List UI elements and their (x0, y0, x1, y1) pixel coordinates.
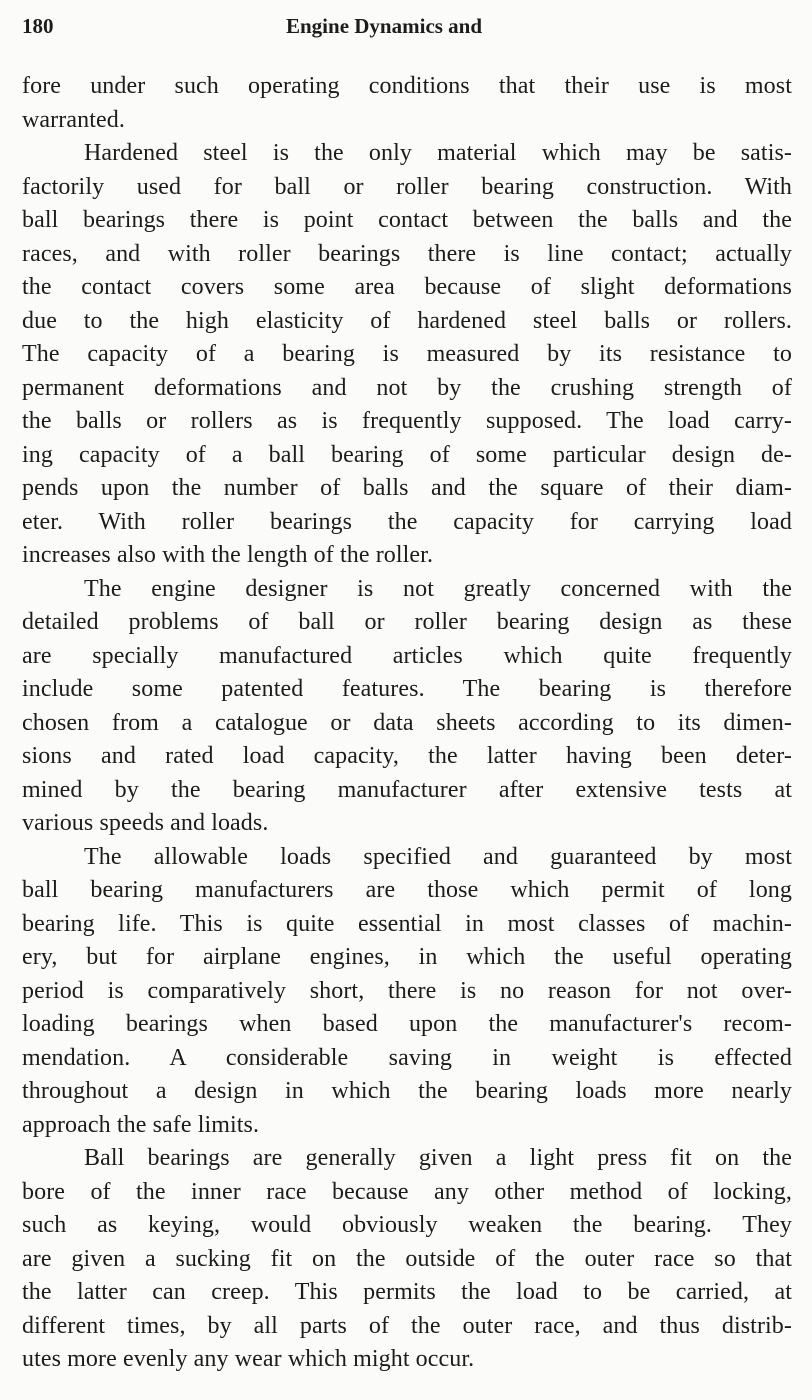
running-title: Engine Dynamics and (286, 14, 483, 38)
text-line: increases also with the length of the roller. (22, 542, 434, 568)
paragraph (22, 841, 792, 1143)
text-line: eter. With roller bearings the capacity for carrying load (22, 508, 792, 535)
text-line: mined by the bearing manufacturer after extensive tests at (22, 776, 792, 803)
text-line: pends upon the number of balls and the square of their diam- (22, 475, 792, 501)
page-number: 180 (22, 14, 54, 38)
text-line: throughout a design in which the bearing loads more nearly (22, 1078, 792, 1104)
running-head (22, 14, 792, 44)
text-line: ing capacity of a ball bearing of some particular design de- (22, 441, 792, 468)
text-line: The capacity of a bearing is measured by its resistance to (22, 341, 792, 367)
text-line: sions and rated load capacity, the latter having been deter- (22, 743, 792, 769)
text-line: various speeds and loads. (22, 810, 269, 836)
text-line: fore under such operating conditions that their use is most (22, 73, 792, 99)
text-line: utes more evenly any wear which might occur. (22, 1346, 475, 1372)
text-line: factorily used for ball or roller bearing construction. With (22, 173, 792, 200)
text-line: include some patented features. The bearing is therefore (22, 676, 792, 702)
paragraph (22, 1142, 792, 1377)
text-line: chosen from a catalogue or data sheets according to its dimen- (22, 709, 792, 736)
text-line: warranted. (22, 106, 125, 133)
text-line: the latter can creep. This permits the load to be carried, at (22, 1279, 792, 1305)
text-line: due to the high elasticity of hardened steel balls or rollers. (22, 307, 792, 334)
text-line: The engine designer is not greatly concerned with the (84, 575, 792, 602)
text-line: Hardened steel is the only material which may be satis- (84, 140, 792, 166)
text-line: bearing life. This is quite essential in most classes of machin- (22, 910, 792, 937)
text-line: races, and with roller bearings there is line contact; actually (22, 240, 792, 267)
text-line: ery, but for airplane engines, in which the useful operating (22, 944, 792, 970)
text-line: the contact covers some area because of slight deformations (22, 274, 792, 300)
text-line: are given a sucking fit on the outside of the outer race so that (22, 1245, 792, 1272)
text-line: mendation. A considerable saving in weight is effected (22, 1044, 792, 1071)
text-line: loading bearings when based upon the manufacturer's recom- (22, 1011, 792, 1037)
text-line: The allowable loads specified and guaranteed by most (84, 843, 792, 870)
text-line: ball bearings there is point contact between the balls and the (22, 207, 792, 233)
paragraph (22, 137, 792, 573)
paragraph (22, 573, 792, 841)
text-line: permanent deformations and not by the crushing strength of (22, 374, 792, 401)
text-line: such as keying, would obviously weaken the bearing. They (22, 1212, 792, 1238)
text-line: approach the safe limits. (22, 1111, 260, 1138)
text-line: Ball bearings are generally given a light press fit on the (84, 1145, 792, 1171)
text-line: different times, by all parts of the outer race, and thus distrib- (22, 1312, 792, 1339)
text-line: ball bearing manufacturers are those which permit of long (22, 877, 792, 903)
text-line: detailed problems of ball or roller bearing design as these (22, 609, 792, 635)
body-text (22, 70, 792, 1377)
text-line: period is comparatively short, there is no reason for not over- (22, 977, 792, 1004)
paragraph (22, 70, 792, 137)
text-line: the balls or rollers as is frequently supposed. The load carry- (22, 408, 792, 434)
text-line: are specially manufactured articles which quite frequently (22, 642, 792, 669)
text-line: bore of the inner race because any other method of locking, (22, 1178, 792, 1205)
